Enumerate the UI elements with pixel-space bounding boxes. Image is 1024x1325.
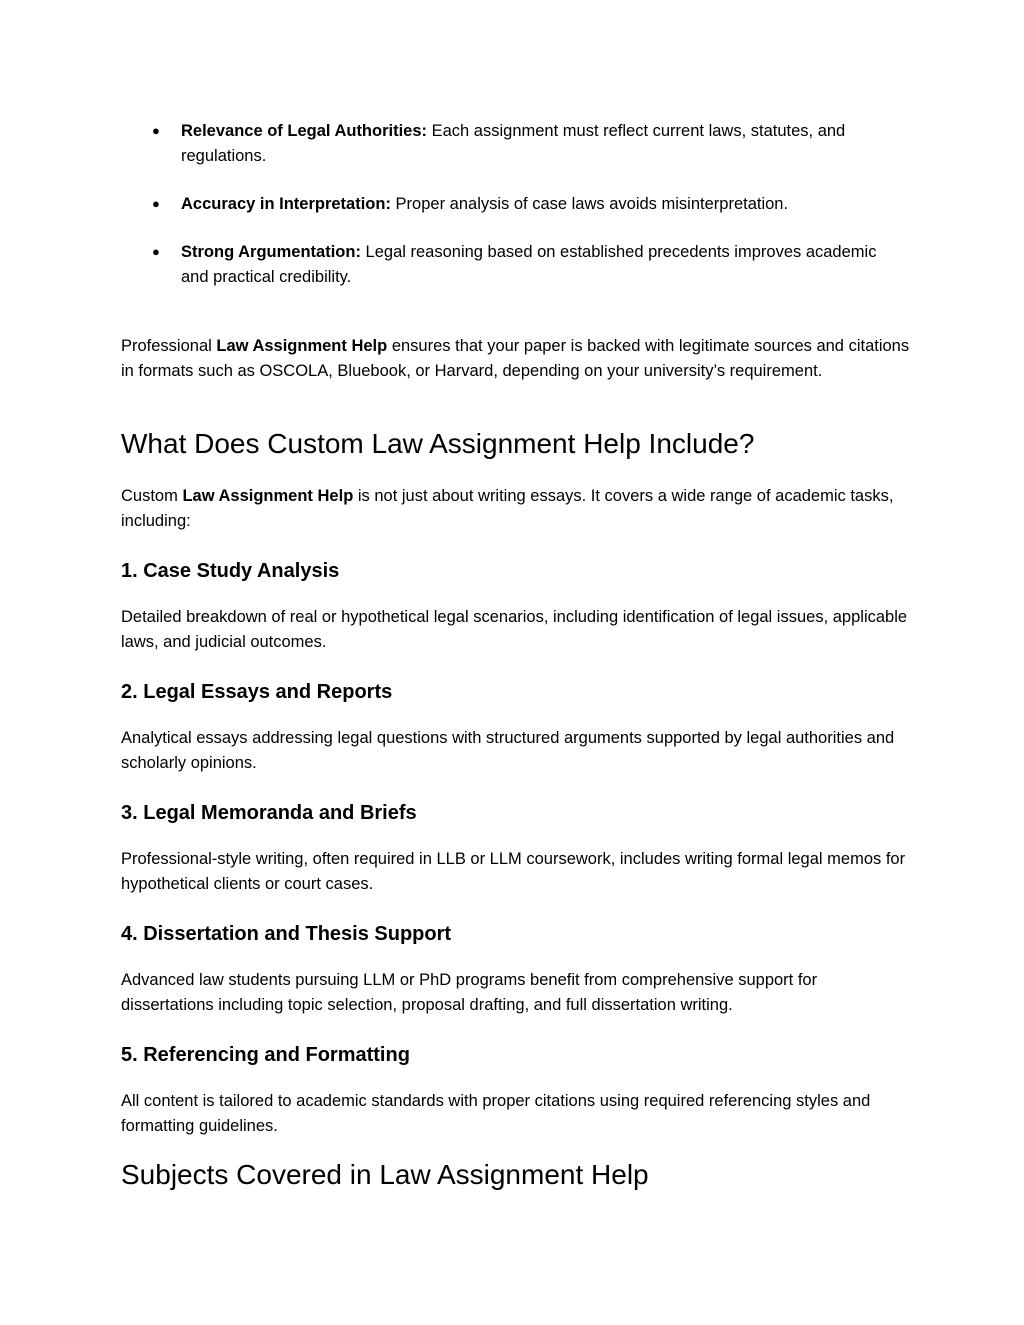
heading-custom-help: What Does Custom Law Assignment Help Include? — [121, 428, 755, 459]
section-title-legal-essays: 2. Legal Essays and Reports — [121, 681, 393, 703]
intro-text-bold: Law Assignment Help — [216, 337, 388, 355]
bullet-body: Legal reasoning based on established precedents improves academic and practical credibility. — [181, 243, 877, 286]
bullet-item-relevance — [152, 119, 912, 169]
bullet-text — [181, 119, 901, 168]
intro-paragraph — [121, 334, 911, 383]
bullet-item-accuracy — [152, 192, 912, 218]
bullet-body: Proper analysis of case laws avoids misinterpretation. — [390, 195, 789, 213]
bullet-text — [181, 192, 901, 217]
custom-text-after: is not just about writing essays. It covers a wide range of academic tasks, including: — [121, 487, 894, 530]
bullet-dot: ● — [152, 196, 160, 211]
bullet-body: Each assignment must reflect current laws, statutes, and regulations. — [181, 122, 846, 165]
custom-text-before: Custom — [121, 487, 183, 505]
section-body-legal-essays: Analytical essays addressing legal questions with structured arguments supported by legal authorities and scholarly opinions. — [121, 729, 895, 772]
bullet-item-argumentation — [152, 240, 912, 290]
section-title-memoranda: 3. Legal Memoranda and Briefs — [121, 802, 417, 824]
bullet-label: Accuracy in Interpretation: — [181, 195, 391, 213]
section-body-case-study: Detailed breakdown of real or hypothetical legal scenarios, including identification of legal issues, applicable laws, and judicial outcomes. — [121, 608, 908, 651]
bullet-dot: ● — [152, 244, 160, 259]
bullet-label: Relevance of Legal Authorities: — [181, 122, 428, 140]
section-body-dissertation: Advanced law students pursuing LLM or PhD programs benefit from comprehensive support for dissertations including topic selection, proposal drafting, and full dissertation writing. — [121, 971, 818, 1014]
bullet-dot: ● — [152, 123, 160, 138]
heading-subjects-covered: Subjects Covered in Law Assignment Help — [121, 1159, 649, 1190]
custom-text-bold: Law Assignment Help — [182, 487, 354, 505]
intro-text-before: Professional — [121, 337, 217, 355]
section-body-memoranda: Professional-style writing, often required in LLB or LLM coursework, includes writing formal legal memos for hypothetical clients or court cases. — [121, 850, 906, 893]
section-body-referencing: All content is tailored to academic standards with proper citations using required referencing styles and formatting guidelines. — [121, 1092, 871, 1135]
bullet-label: Strong Argumentation: — [181, 243, 361, 261]
section-title-case-study: 1. Case Study Analysis — [121, 560, 340, 582]
section-title-referencing: 5. Referencing and Formatting — [121, 1044, 410, 1066]
intro-text-after: ensures that your paper is backed with legitimate sources and citations in formats such as OSCOLA, Bluebook, or Harvard, depending on your university’s requirement. — [121, 337, 910, 380]
section-title-dissertation: 4. Dissertation and Thesis Support — [121, 923, 452, 945]
bullet-text — [181, 240, 901, 289]
custom-paragraph — [121, 484, 911, 533]
